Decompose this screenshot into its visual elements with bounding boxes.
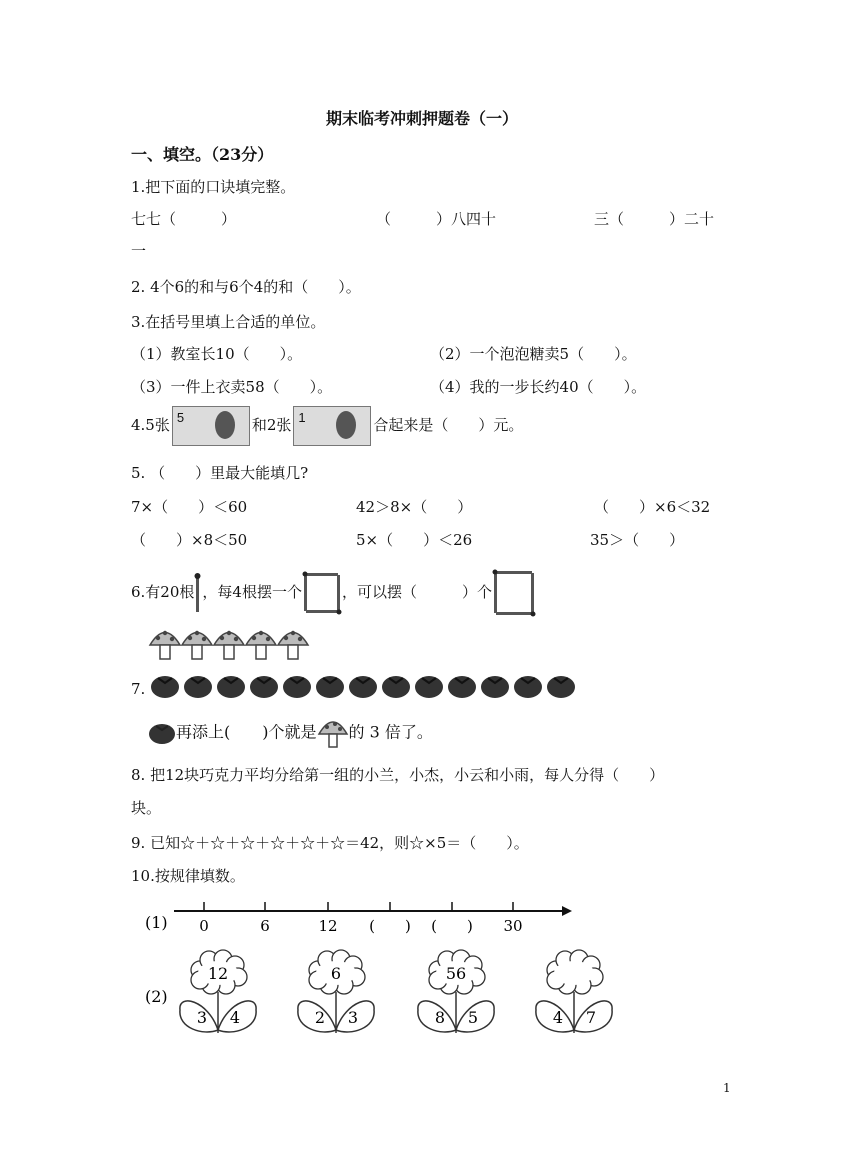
part1-label: (1) (145, 913, 168, 932)
mushroom-icon (276, 626, 310, 662)
mushroom-icon (148, 626, 182, 662)
q5-r1c3: （ ）×6＜32 (594, 498, 711, 516)
q6 (131, 569, 536, 617)
q5-r2c1: （ ）×8＜50 (131, 531, 248, 549)
flower-figure (536, 950, 612, 1033)
q1-c-wrap: 一 (131, 242, 147, 260)
q5-r2c2: 5×（ ）＜26 (356, 531, 473, 549)
flower-left-number: 8 (434, 1008, 446, 1027)
flower-row (130, 948, 650, 1043)
q8-line1: 8. 把12块巧克力平均分给第一组的小兰，小杰，小云和小雨，每人分得（ ） (131, 766, 665, 784)
tomato-icon (513, 673, 543, 699)
q7-text-b: 的 3 倍了。 (348, 722, 433, 742)
portrait-icon (215, 411, 235, 439)
mushroom-icon (212, 626, 246, 662)
q4-post: 合起来是（ ）元。 (373, 416, 524, 434)
number-line-label: 12 (318, 917, 338, 935)
tomato-icon (480, 673, 510, 699)
mushroom-icon (317, 716, 349, 750)
flower-left-number: 4 (552, 1008, 564, 1027)
tomato-icon (282, 673, 312, 699)
matchstick-square-icon (492, 569, 536, 617)
tomato-icon (183, 673, 213, 699)
flower-right-number: 7 (585, 1008, 597, 1027)
q4-pre: 4.5张 (131, 416, 170, 434)
q5-r1c1: 7×（ ）＜60 (131, 498, 248, 516)
q10-stem: 10.按规律填数。 (131, 867, 245, 885)
q2: 2. 4个6的和与6个4的和（ ）。 (131, 278, 361, 296)
flower-left-number: 3 (196, 1008, 208, 1027)
q5-stem: 5. （ ）里最大能填几? (131, 464, 309, 482)
flower-figure (180, 950, 256, 1033)
q5-r2c3: 35＞（ ） (590, 531, 685, 549)
tomato-icon (414, 673, 444, 699)
number-line-ticks (199, 902, 522, 935)
section-heading: 一、填空。（23分） (131, 145, 274, 164)
q1-b: （ ）八四十 (376, 210, 497, 228)
q7-number: 7. (131, 680, 146, 698)
mushroom-row (148, 626, 308, 666)
tomato-icon (447, 673, 477, 699)
q3-item3: （3）一件上衣卖58（ ）。 (131, 378, 333, 396)
mushroom-icon (180, 626, 214, 662)
q7-text-a: 再添上( )个就是 (176, 722, 317, 742)
tomato-icon (546, 673, 576, 699)
flower-top-number: 56 (445, 964, 467, 983)
q6-pre: 6.有20根 (131, 583, 195, 601)
flower-figure (418, 950, 494, 1033)
q6-post: ，可以摆（ ）个 (341, 583, 492, 601)
portrait-icon (336, 411, 356, 439)
q1-c: 三（ ）二十 (594, 210, 715, 228)
flower-right-number: 3 (347, 1008, 359, 1027)
banknote-denomination: 5 (176, 410, 185, 425)
flower-right-number: 4 (229, 1008, 241, 1027)
q3-item2: （2）一个泡泡糖卖5（ ）。 (430, 345, 637, 363)
q9: 9. 已知☆＋☆＋☆＋☆＋☆＋☆＝42，则☆×5＝（ ）。 (131, 834, 529, 852)
q7-text (148, 716, 433, 750)
tomato-icon (381, 673, 411, 699)
q3-stem: 3.在括号里填上合适的单位。 (131, 313, 326, 331)
q4 (131, 406, 523, 446)
flower-figure (298, 950, 374, 1033)
tomato-icon (348, 673, 378, 699)
tomato-icon (249, 673, 279, 699)
q1-a: 七七（ ） (131, 210, 237, 228)
tomato-icon (315, 673, 345, 699)
banknote-five-image (172, 406, 250, 446)
flower-left-number: 2 (314, 1008, 326, 1027)
number-line-label: ( ) (369, 917, 411, 935)
page-number: 1 (723, 1081, 731, 1095)
number-line-label: 30 (503, 917, 523, 935)
mushroom-icon (244, 626, 278, 662)
q1-stem: 1.把下面的口诀填完整。 (131, 178, 296, 196)
tomato-icon (216, 673, 246, 699)
banknote-one-image (293, 406, 371, 446)
flower-top-number: 6 (330, 964, 342, 983)
page-title: 期末临考冲刺押题卷（一） (326, 109, 519, 128)
part2-label: (2) (145, 987, 168, 1006)
flower-top-number: 12 (207, 964, 229, 983)
q3-item4: （4）我的一步长约40（ ）。 (430, 378, 647, 396)
banknote-denomination: 1 (298, 410, 306, 425)
flower-right-number: 5 (467, 1008, 479, 1027)
tomato-row (150, 673, 579, 703)
matchstick-square-icon (302, 571, 342, 615)
q3-item1: （1）教室长10（ ）。 (131, 345, 303, 363)
q6-mid: ，每4根摆一个 (202, 583, 302, 601)
number-line (130, 898, 580, 938)
q8-line2: 块。 (131, 799, 162, 817)
tomato-icon (150, 673, 180, 699)
number-line-label: 0 (199, 917, 209, 935)
number-line-label: 6 (260, 917, 270, 935)
number-line-label: ( ) (431, 917, 473, 935)
tomato-icon (148, 721, 176, 745)
number-line-arrow (562, 906, 572, 916)
q5-r1c2: 42＞8×（ ） (356, 498, 473, 516)
q4-mid: 和2张 (251, 416, 292, 434)
